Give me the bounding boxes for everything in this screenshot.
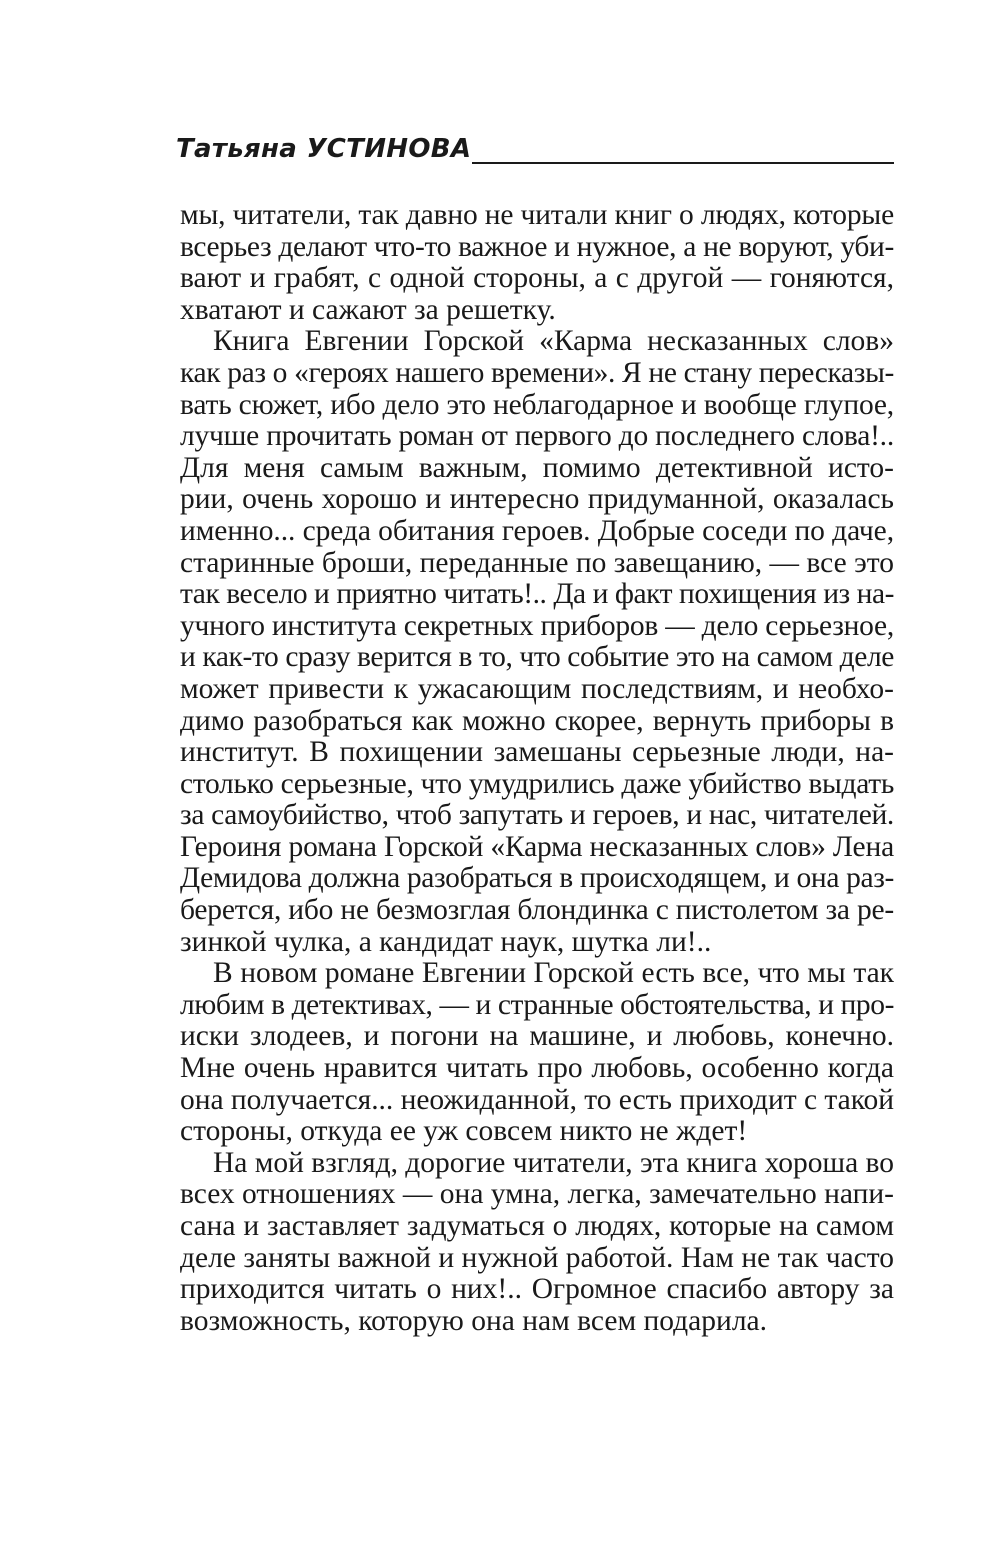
- text-line: может привести к ужасающим последствиям, и необхо-: [180, 672, 894, 705]
- text-line: учного института секретных приборов — дело серьезное,: [180, 609, 894, 642]
- text-line: любим в детективах, — и странные обстоятельства, и про-: [180, 988, 894, 1021]
- text-line: Для меня самым важным, помимо детективной исто-: [180, 451, 894, 484]
- header-rule: [472, 162, 894, 164]
- text-line: сана и заставляет задуматься о людях, которые на самом: [180, 1210, 894, 1242]
- paragraph: [180, 326, 894, 958]
- text-line: вать сюжет, ибо дело это неблагодарное и вообще глупое,: [180, 388, 894, 421]
- text-line: как раз о «героях нашего времени». Я не стану пересказы-: [180, 356, 894, 389]
- text-line: На мой взгляд, дорогие читатели, эта книга хороша во: [213, 1146, 894, 1179]
- text-line: лучше прочитать роман от первого до последнего слова!..: [180, 420, 894, 453]
- text-line: всех отношениях — она умна, легка, замечательно напи-: [180, 1178, 894, 1211]
- text-line: стороны, откуда ее уж совсем никто не ждет!: [180, 1115, 748, 1148]
- text-line: Книга Евгении Горской «Карма несказанных слов»: [213, 325, 894, 358]
- text-line: она получается... неожиданной, то есть приходит с такой: [180, 1083, 894, 1116]
- text-line: иски злодеев, и погони на машине, и любовь, конечно.: [180, 1020, 894, 1053]
- paragraph: [180, 958, 894, 1148]
- text-line: приходится читать о них!.. Огромное спасибо автору за: [180, 1273, 894, 1306]
- author-name: Татьяна УСТИНОВА: [176, 134, 472, 164]
- text-line: В новом романе Евгении Горской есть все, что мы так: [213, 957, 894, 990]
- text-line: Демидова должна разобраться в происходящем, и она раз-: [180, 862, 894, 895]
- text-line: мы, читатели, так давно не читали книг о людях, которые: [180, 199, 894, 231]
- text-line: рии, очень хорошо и интересно придуманной, оказалась: [180, 483, 894, 516]
- text-line: старинные броши, переданные по завещанию, — все это: [180, 546, 894, 579]
- text-line: димо разобраться как можно скорее, вернуть приборы в: [180, 704, 894, 737]
- body-text: [180, 200, 894, 1337]
- text-line: институт. В похищении замешаны серьезные люди, на-: [180, 736, 894, 769]
- text-line: именно... среда обитания героев. Добрые соседи по даче,: [180, 514, 894, 547]
- text-line: столько серьезные, что умудрились даже убийство выдать: [180, 767, 894, 800]
- text-line: всерьез делают что-то важное и нужное, а не воруют, уби-: [180, 230, 894, 263]
- text-line: за самоубийство, чтоб запутать и героев, и нас, читателей.: [180, 799, 894, 832]
- text-line: так весело и приятно читать!.. Да и факт похищения из на-: [180, 578, 894, 611]
- paragraph: [180, 200, 894, 326]
- paragraph: [180, 1148, 894, 1338]
- text-line: возможность, которую она нам всем подарила.: [180, 1304, 768, 1337]
- text-line: и как-то сразу верится в то, что событие это на самом деле: [180, 641, 894, 674]
- text-line: берется, ибо не безмозглая блондинка с пистолетом за ре-: [180, 894, 894, 927]
- text-line: деле заняты важной и нужной работой. Нам не так часто: [180, 1241, 894, 1274]
- running-head: [176, 128, 894, 178]
- text-line: хватают и сажают за решетку.: [180, 293, 556, 326]
- text-line: Героиня романа Горской «Карма несказанных слов» Лена: [180, 830, 894, 863]
- text-line: вают и грабят, с одной стороны, а с другой — гоняются,: [180, 262, 894, 295]
- text-line: Мне очень нравится читать про любовь, особенно когда: [180, 1052, 894, 1085]
- text-line: зинкой чулка, а кандидат наук, шутка ли!..: [180, 925, 712, 958]
